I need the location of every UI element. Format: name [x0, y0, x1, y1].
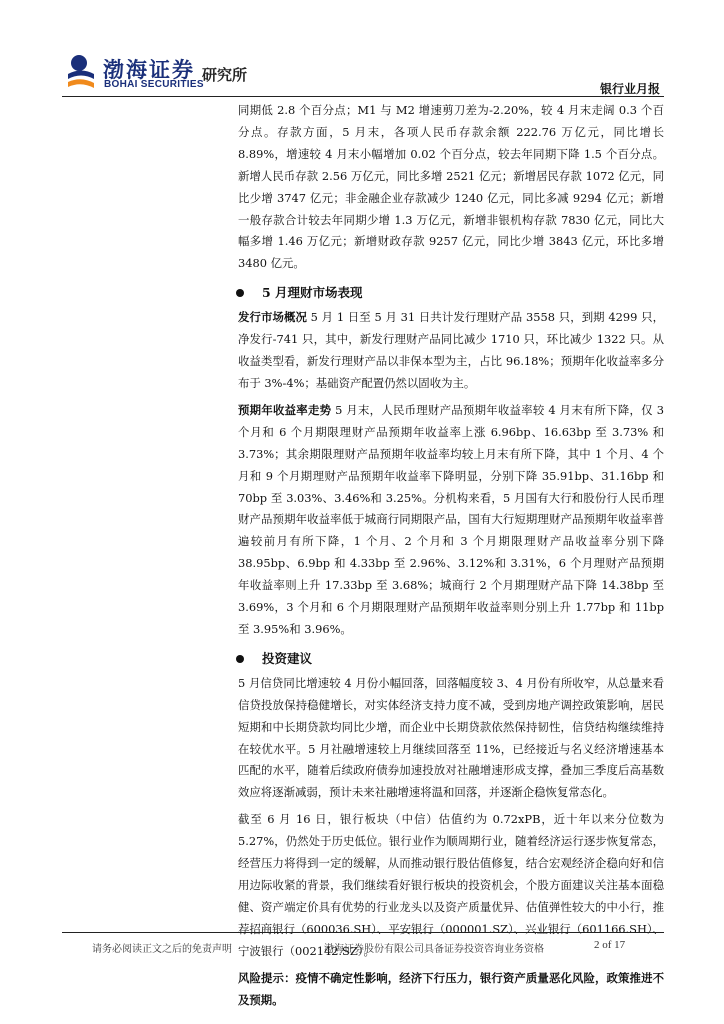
investment-paragraph-2: 截至 6 月 16 日，银行板块（中信）估值约为 0.72xPB，近十年以来分位数为 5.27%，仍然处于历史低位。银行业作为顺周期行业，随着经济运行逐步恢复常态，经营压力将得到一定的缓解，从而推动银行股估值修复，结合宏观经济企稳向好和信用边际收紧的背景，我们继续看好银行板块的投资机会，个股方面建议关注基本面稳健、资产端定价具有优势的行业龙头以及资产质量优异、估值弹性较大的中小行，推荐招商银行（600036.SH）、平安银行（000001.SZ）、兴业银行（601166.SH）、宁波银行（002142.SZ）。 [238, 812, 664, 958]
report-type-label: 银行业月报 [599, 82, 660, 96]
issuance-paragraph [238, 307, 664, 395]
issuance-text: 5 月 1 日至 5 月 31 日共计发行理财产品 3558 只，到期 4299 只，净发行-741 只，其中，新发行理财产品同比减少 1710 只，环比减少 1322 只。从收益类型看，新发行理财产品以非保本型为主，占比 96.18%；预期年化收益率多分布于 3%-4%；基础资产配置仍然以固收为主。 [238, 310, 664, 390]
header-divider [62, 96, 664, 97]
report-body [238, 100, 664, 1011]
footer-divider [62, 932, 664, 933]
footer-disclaimer: 请务必阅读正文之后的免责声明 [92, 944, 232, 955]
bullet-icon [236, 655, 244, 663]
risk-label: 风险提示： [238, 970, 296, 985]
yield-label: 预期年收益率走势 [238, 402, 332, 417]
deposit-paragraph: 同期低 2.8 个百分点；M1 与 M2 增速剪刀差为-2.20%，较 4 月末走阔 0.3 个百分点。存款方面，5 月末，各项人民币存款余额 222.76 万亿元，同比增长 8.89%，增速较 4 月末小幅增加 0.02 个百分点，较去年同期下降 1.5 个百分点。新增人民币存款 2.56 万亿元，同比多增 2521 亿元；新增居民存款 1072 亿元，同比少增 3747 亿元；非金融企业存款减少 1240 亿元，同比多减 9294 亿元；新增一般存款合计较去年同期少增 1.3 万亿元，新增非银机构存款 7830 亿元，同比大幅多增 1.46 万亿元；新增财政存款 9257 亿元，同比少增 3843 亿元，环比多增 3480 亿元。 [238, 103, 664, 271]
risk-text: 疫情不确定性影响，经济下行压力，银行资产质量恶化风险，政策推进不及预期。 [238, 970, 664, 1007]
institute-label: 研究所 [202, 66, 248, 84]
yield-text: 5 月末，人民币理财产品预期年收益率较 4 月末有所下降，仅 3 个月和 6 个月期限理财产品预期年收益率上涨 6.96bp、16.63bp 至 3.73% 和 3.73%；其余期限理财产品预期年收益率均较上月末有所下降，其中 1 个月、4 个月和 9 个月期理财产品预期年收益率下降明显，分别下降 35.91bp、31.16bp 和 70bp 至 3.03%、3.46%和 3.25%。分机构来看，5 月国有大行和股份行人民币理财产品预期年收益率低于城商行同期限产品，国有大行短期理财产品预期年收益率普遍较前月有所下降，1 个月、2 个月和 3 个月期限理财产品收益率分别下降 38.95bp、6.9bp 和 4.33bp 至 2.96%、3.12%和 3.31%，6 个月理财产品预期年收益率则上升 17.33bp 至 3.68%；城商行 2 个月期理财产品下降 14.38bp 至 3.69%，3 个月和 6 个月期限理财产品预期年收益率则分别上升 1.77bp 和 11bp 至 3.95%和 3.96%。 [238, 402, 664, 636]
investment-paragraph-1: 5 月信贷同比增速较 4 月份小幅回落，回落幅度较 3、4 月份有所收窄，从总量来看信贷投放保持稳健增长，对实体经济支持力度不减，受到房地产调控政策影响，居民短期和中长期贷款均同比少增，而企业中长期贷款依然保持韧性，信贷结构继续维持在较优水平。5 月社融增速较上月继续回落至 11%，已经接近与名义经济增速基本匹配的水平，随着后续政府债券加速投放对社融增速形成支撑，叠加三季度后高基数效应将逐渐减弱，预计未来社融增速将温和回落，并逐渐企稳恢复常态化。 [238, 675, 664, 800]
footer-qualification: 渤海证券股份有限公司具备证券投资咨询业务资格 [324, 944, 544, 955]
bullet-icon [236, 289, 244, 297]
page-number: 2 of 17 [594, 939, 626, 951]
logo-chinese-name: 渤海证券 [103, 58, 195, 82]
logo-english-name: BOHAI SECURITIES [104, 79, 204, 90]
section-heading-wealth-market [236, 281, 664, 305]
section-title: 投资建议 [262, 650, 313, 666]
bohai-logo-icon [66, 52, 96, 92]
section-heading-investment [236, 647, 664, 671]
page-header [0, 0, 724, 100]
risk-paragraph [238, 968, 664, 1012]
yield-paragraph [238, 400, 664, 641]
issuance-label: 发行市场概况 [238, 310, 307, 325]
section-title: 5 月理财市场表现 [262, 285, 363, 301]
